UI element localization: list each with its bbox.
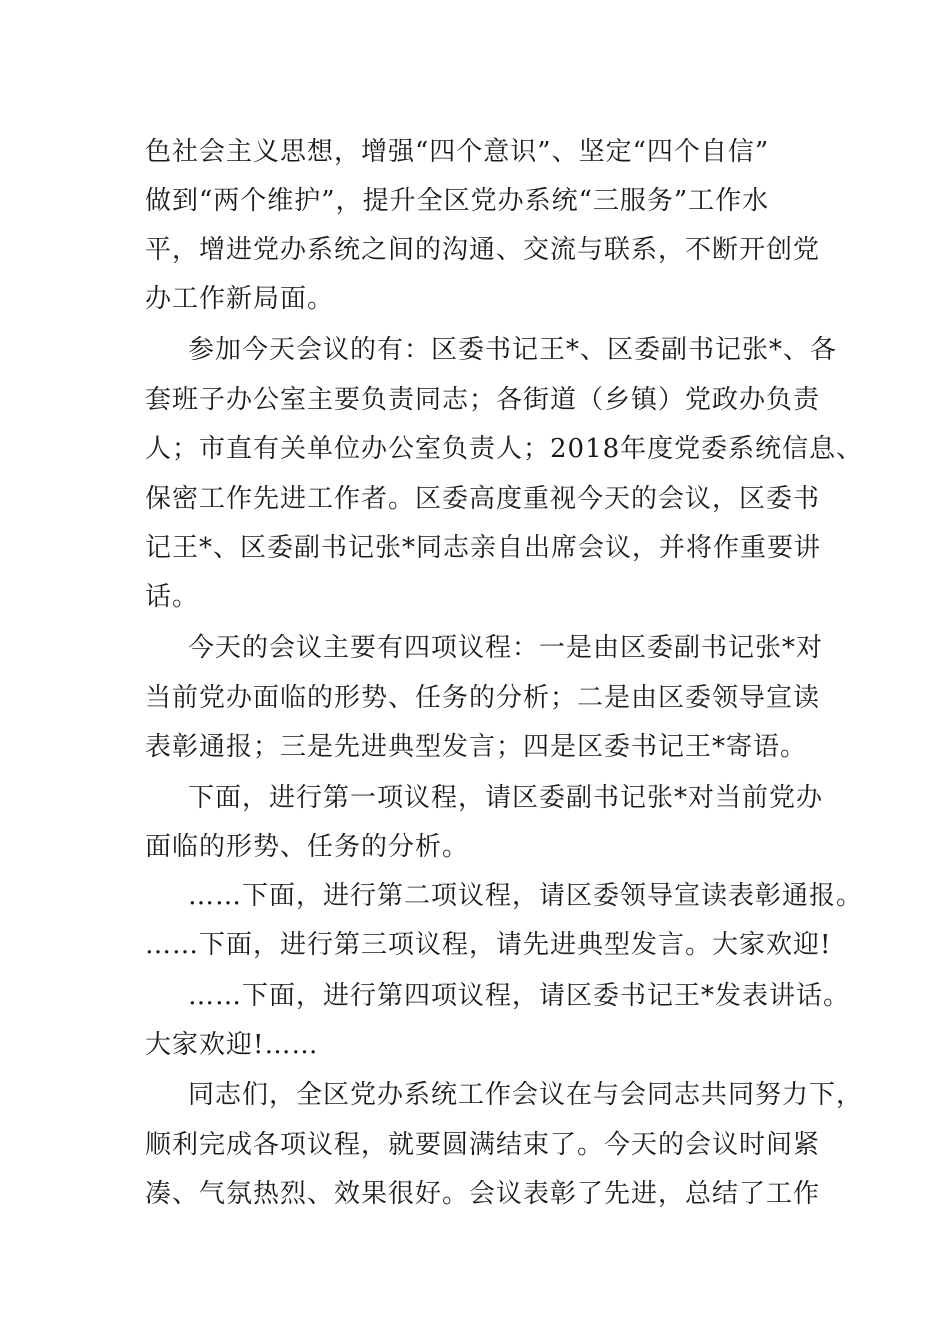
paragraph-first-line: ……下面，进行第二项议程，请区委领导宣读表彰通报。 — [188, 881, 864, 911]
text-line: 记王*、区委副书记张*同志亲自出席会议，并将作重要讲 — [145, 533, 822, 563]
paragraph-first-line: 今天的会议主要有四项议程：一是由区委副书记张*对 — [188, 633, 824, 663]
text-line: 顺利完成各项议程，就要圆满结束了。今天的会议时间紧 — [145, 1130, 821, 1160]
text-line: 当前党办面临的形势、任务的分析；二是由区委领导宣读 — [145, 683, 821, 713]
text-line: 大家欢迎!…… — [145, 1030, 319, 1060]
text-line: 色社会主义思想，增强“四个意识”、坚定“四个自信” — [145, 137, 770, 167]
text-line: 套班子办公室主要负责同志；各街道（乡镇）党政办负责 — [145, 385, 821, 415]
text-line: 人；市直有关单位办公室负责人；2018年度党委系统信息、 — [145, 434, 864, 464]
text-line: 做到“两个维护”，提升全区党办系统“三服务”工作水 — [145, 186, 770, 216]
text-line: 保密工作先进工作者。区委高度重视今天的会议，区委书 — [145, 484, 821, 514]
paragraph-first-line: ……下面，进行第四项议程，请区委书记王*发表讲话。 — [188, 981, 851, 1011]
text-line: 办工作新局面。 — [145, 284, 335, 314]
text-line: 表彰通报；三是先进典型发言；四是区委书记王*寄语。 — [145, 732, 808, 762]
text-line: 话。 — [145, 582, 200, 612]
text-line: ……下面，进行第三项议程，请先进典型发言。大家欢迎! — [145, 930, 832, 960]
text-line: 面临的形势、任务的分析。 — [145, 832, 470, 862]
text-line: 平，增进党办系统之间的沟通、交流与联系，不断开创党 — [145, 235, 821, 265]
paragraph-first-line: 参加今天会议的有：区委书记王*、区委副书记张*、各 — [188, 335, 838, 365]
paragraph-first-line: 同志们，全区党办系统工作会议在与会同志共同努力下， — [188, 1080, 864, 1110]
text-line: 凑、气氛热烈、效果很好。会议表彰了先进，总结了工作 — [145, 1179, 821, 1209]
paragraph-first-line: 下面，进行第一项议程，请区委副书记张*对当前党办 — [188, 783, 824, 813]
